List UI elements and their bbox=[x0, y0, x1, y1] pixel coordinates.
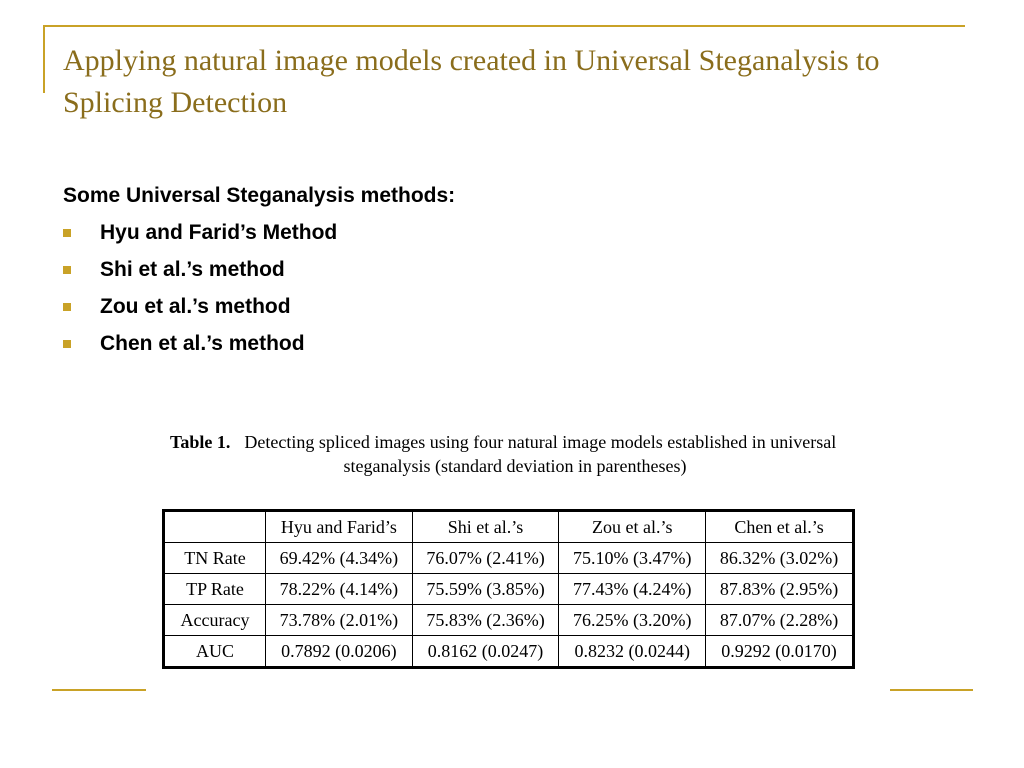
row-label: TN Rate bbox=[164, 543, 266, 574]
table-row bbox=[164, 636, 854, 668]
table-header-row bbox=[164, 511, 854, 543]
table-cell: 75.59% (3.85%) bbox=[412, 574, 559, 605]
frame-left-rule bbox=[43, 25, 45, 93]
footer-right-rule bbox=[890, 689, 973, 691]
list-item bbox=[63, 331, 963, 357]
list-item-label: Hyu and Farid’s Method bbox=[100, 221, 338, 244]
table-row bbox=[164, 605, 854, 636]
table-cell: 0.8162 (0.0247) bbox=[412, 636, 559, 668]
table-header-cell bbox=[164, 511, 266, 543]
list-item bbox=[63, 220, 963, 246]
results-table bbox=[162, 509, 855, 669]
table-header-cell: Zou et al.’s bbox=[559, 511, 706, 543]
table-cell: 77.43% (4.24%) bbox=[559, 574, 706, 605]
table-cell: 0.9292 (0.0170) bbox=[706, 636, 854, 668]
table-header-cell: Shi et al.’s bbox=[412, 511, 559, 543]
table-cell: 76.07% (2.41%) bbox=[412, 543, 559, 574]
table-caption bbox=[170, 430, 860, 478]
table-cell: 87.07% (2.28%) bbox=[706, 605, 854, 636]
table-cell: 76.25% (3.20%) bbox=[559, 605, 706, 636]
table-cell: 75.83% (2.36%) bbox=[412, 605, 559, 636]
list-item bbox=[63, 294, 963, 320]
table-cell: 87.83% (2.95%) bbox=[706, 574, 854, 605]
row-label: Accuracy bbox=[164, 605, 266, 636]
table-cell: 0.8232 (0.0244) bbox=[559, 636, 706, 668]
table-cell: 86.32% (3.02%) bbox=[706, 543, 854, 574]
list-item-label: Shi et al.’s method bbox=[100, 258, 285, 281]
table-cell: 75.10% (3.47%) bbox=[559, 543, 706, 574]
methods-list bbox=[63, 220, 963, 357]
table-cell: 73.78% (2.01%) bbox=[266, 605, 413, 636]
square-bullet-icon bbox=[63, 229, 71, 237]
table-caption-label: Table 1. bbox=[170, 432, 231, 452]
slide-body bbox=[63, 183, 963, 368]
row-label: TP Rate bbox=[164, 574, 266, 605]
table-cell: 69.42% (4.34%) bbox=[266, 543, 413, 574]
table-row bbox=[164, 543, 854, 574]
table-row bbox=[164, 574, 854, 605]
table-caption-line1: Detecting spliced images using four natural image models established in universal bbox=[244, 432, 837, 452]
slide-title: Applying natural image models created in Universal Steganalysis to Splicing Detection bbox=[63, 44, 880, 119]
list-item-label: Chen et al.’s method bbox=[100, 332, 305, 355]
frame-top-rule bbox=[43, 25, 965, 27]
square-bullet-icon bbox=[63, 266, 71, 274]
list-item bbox=[63, 257, 963, 283]
footer-left-rule bbox=[52, 689, 146, 691]
table-header-cell: Hyu and Farid’s bbox=[266, 511, 413, 543]
square-bullet-icon bbox=[63, 340, 71, 348]
table-cell: 78.22% (4.14%) bbox=[266, 574, 413, 605]
table-caption-line2: steganalysis (standard deviation in parentheses) bbox=[343, 456, 687, 476]
table-cell: 0.7892 (0.0206) bbox=[266, 636, 413, 668]
square-bullet-icon bbox=[63, 303, 71, 311]
table-header-cell: Chen et al.’s bbox=[706, 511, 854, 543]
row-label: AUC bbox=[164, 636, 266, 668]
methods-intro: Some Universal Steganalysis methods: bbox=[63, 184, 456, 207]
list-item-label: Zou et al.’s method bbox=[100, 295, 291, 318]
